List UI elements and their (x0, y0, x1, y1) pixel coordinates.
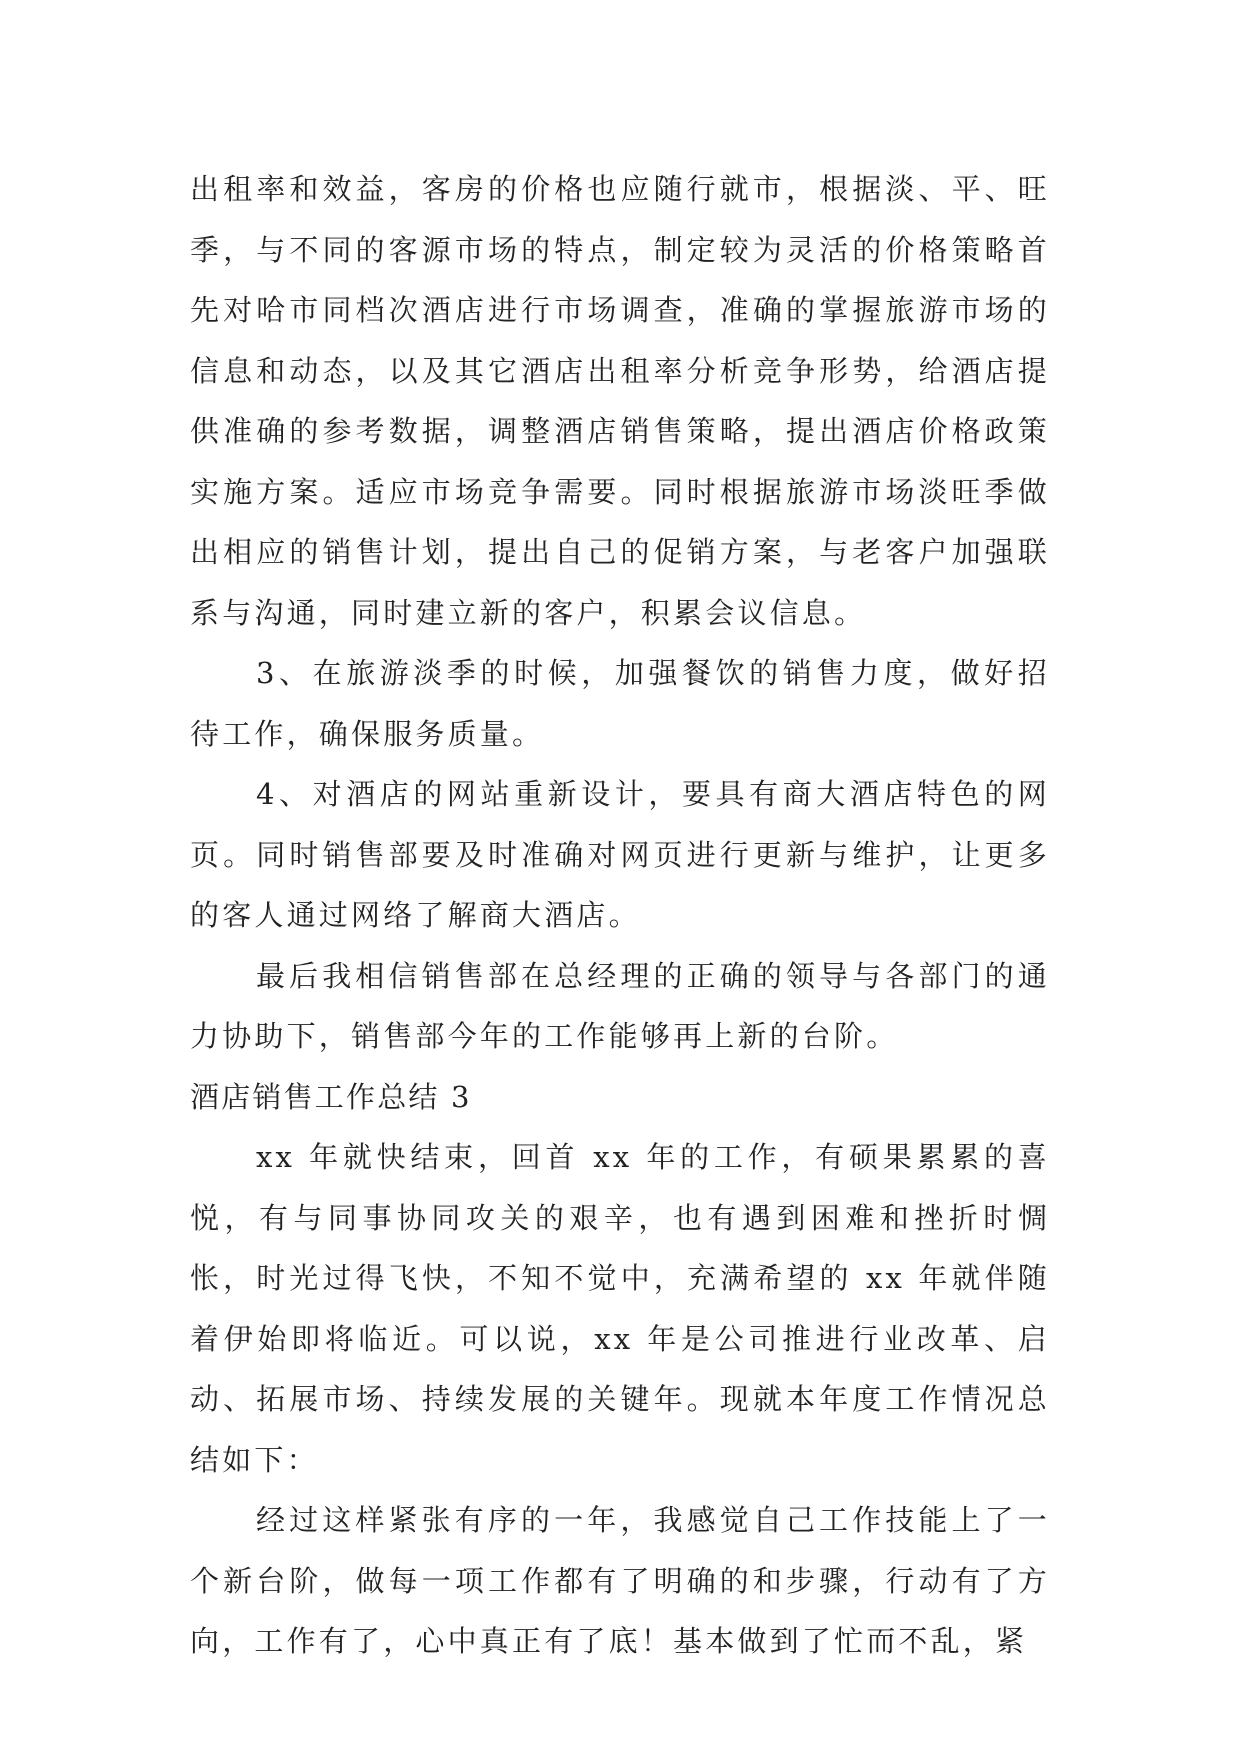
body-paragraph-3: 4、对酒店的网站重新设计，要具有商大酒店特色的网页。同时销售部要及时准确对网页进行更新与维护，让更多的客人通过网络了解商大酒店。 (190, 777, 1050, 932)
section-paragraph-1: xx 年就快结束，回首 xx 年的工作，有硕果累累的喜悦，有与同事协同攻关的艰辛，也有遇到困难和挫折时惆怅，时光过得飞快，不知不觉中，充满希望的 xx 年就伴随着伊始即将临近。可以说，xx 年是公司推进行业改革、启动、拓展市场、持续发展的关键年。现就本年度工作情况总结如下： (190, 1140, 1050, 1477)
section-title: 酒店销售工作总结 3 (190, 1079, 472, 1114)
section-paragraph-2: 经过这样紧张有序的一年，我感觉自己工作技能上了一个新台阶，做每一项工作都有了明确的和步骤，行动有了方向，工作有了，心中真正有了底！基本做到了忙而不乱，紧 (190, 1503, 1050, 1658)
body-paragraph-4: 最后我相信销售部在总经理的正确的领导与各部门的通力协助下，销售部今年的工作能够再上新的台阶。 (190, 958, 1050, 1053)
body-paragraph-1: 出租率和效益，客房的价格也应随行就市，根据淡、平、旺季，与不同的客源市场的特点，制定较为灵活的价格策略首先对哈市同档次酒店进行市场调查，准确的掌握旅游市场的信息和动态，以及其它酒店出租率分析竞争形势，给酒店提供准确的参考数据，调整酒店销售策略，提出酒店价格政策实施方案。适应市场竞争需要。同时根据旅游市场淡旺季做出相应的销售计划，提出自己的促销方案，与老客户加强联系与沟通，同时建立新的客户，积累会议信息。 (190, 172, 1050, 630)
body-paragraph-2: 3、在旅游淡季的时候，加强餐饮的销售力度，做好招待工作，确保服务质量。 (190, 656, 1050, 751)
document-body (190, 159, 1050, 1672)
